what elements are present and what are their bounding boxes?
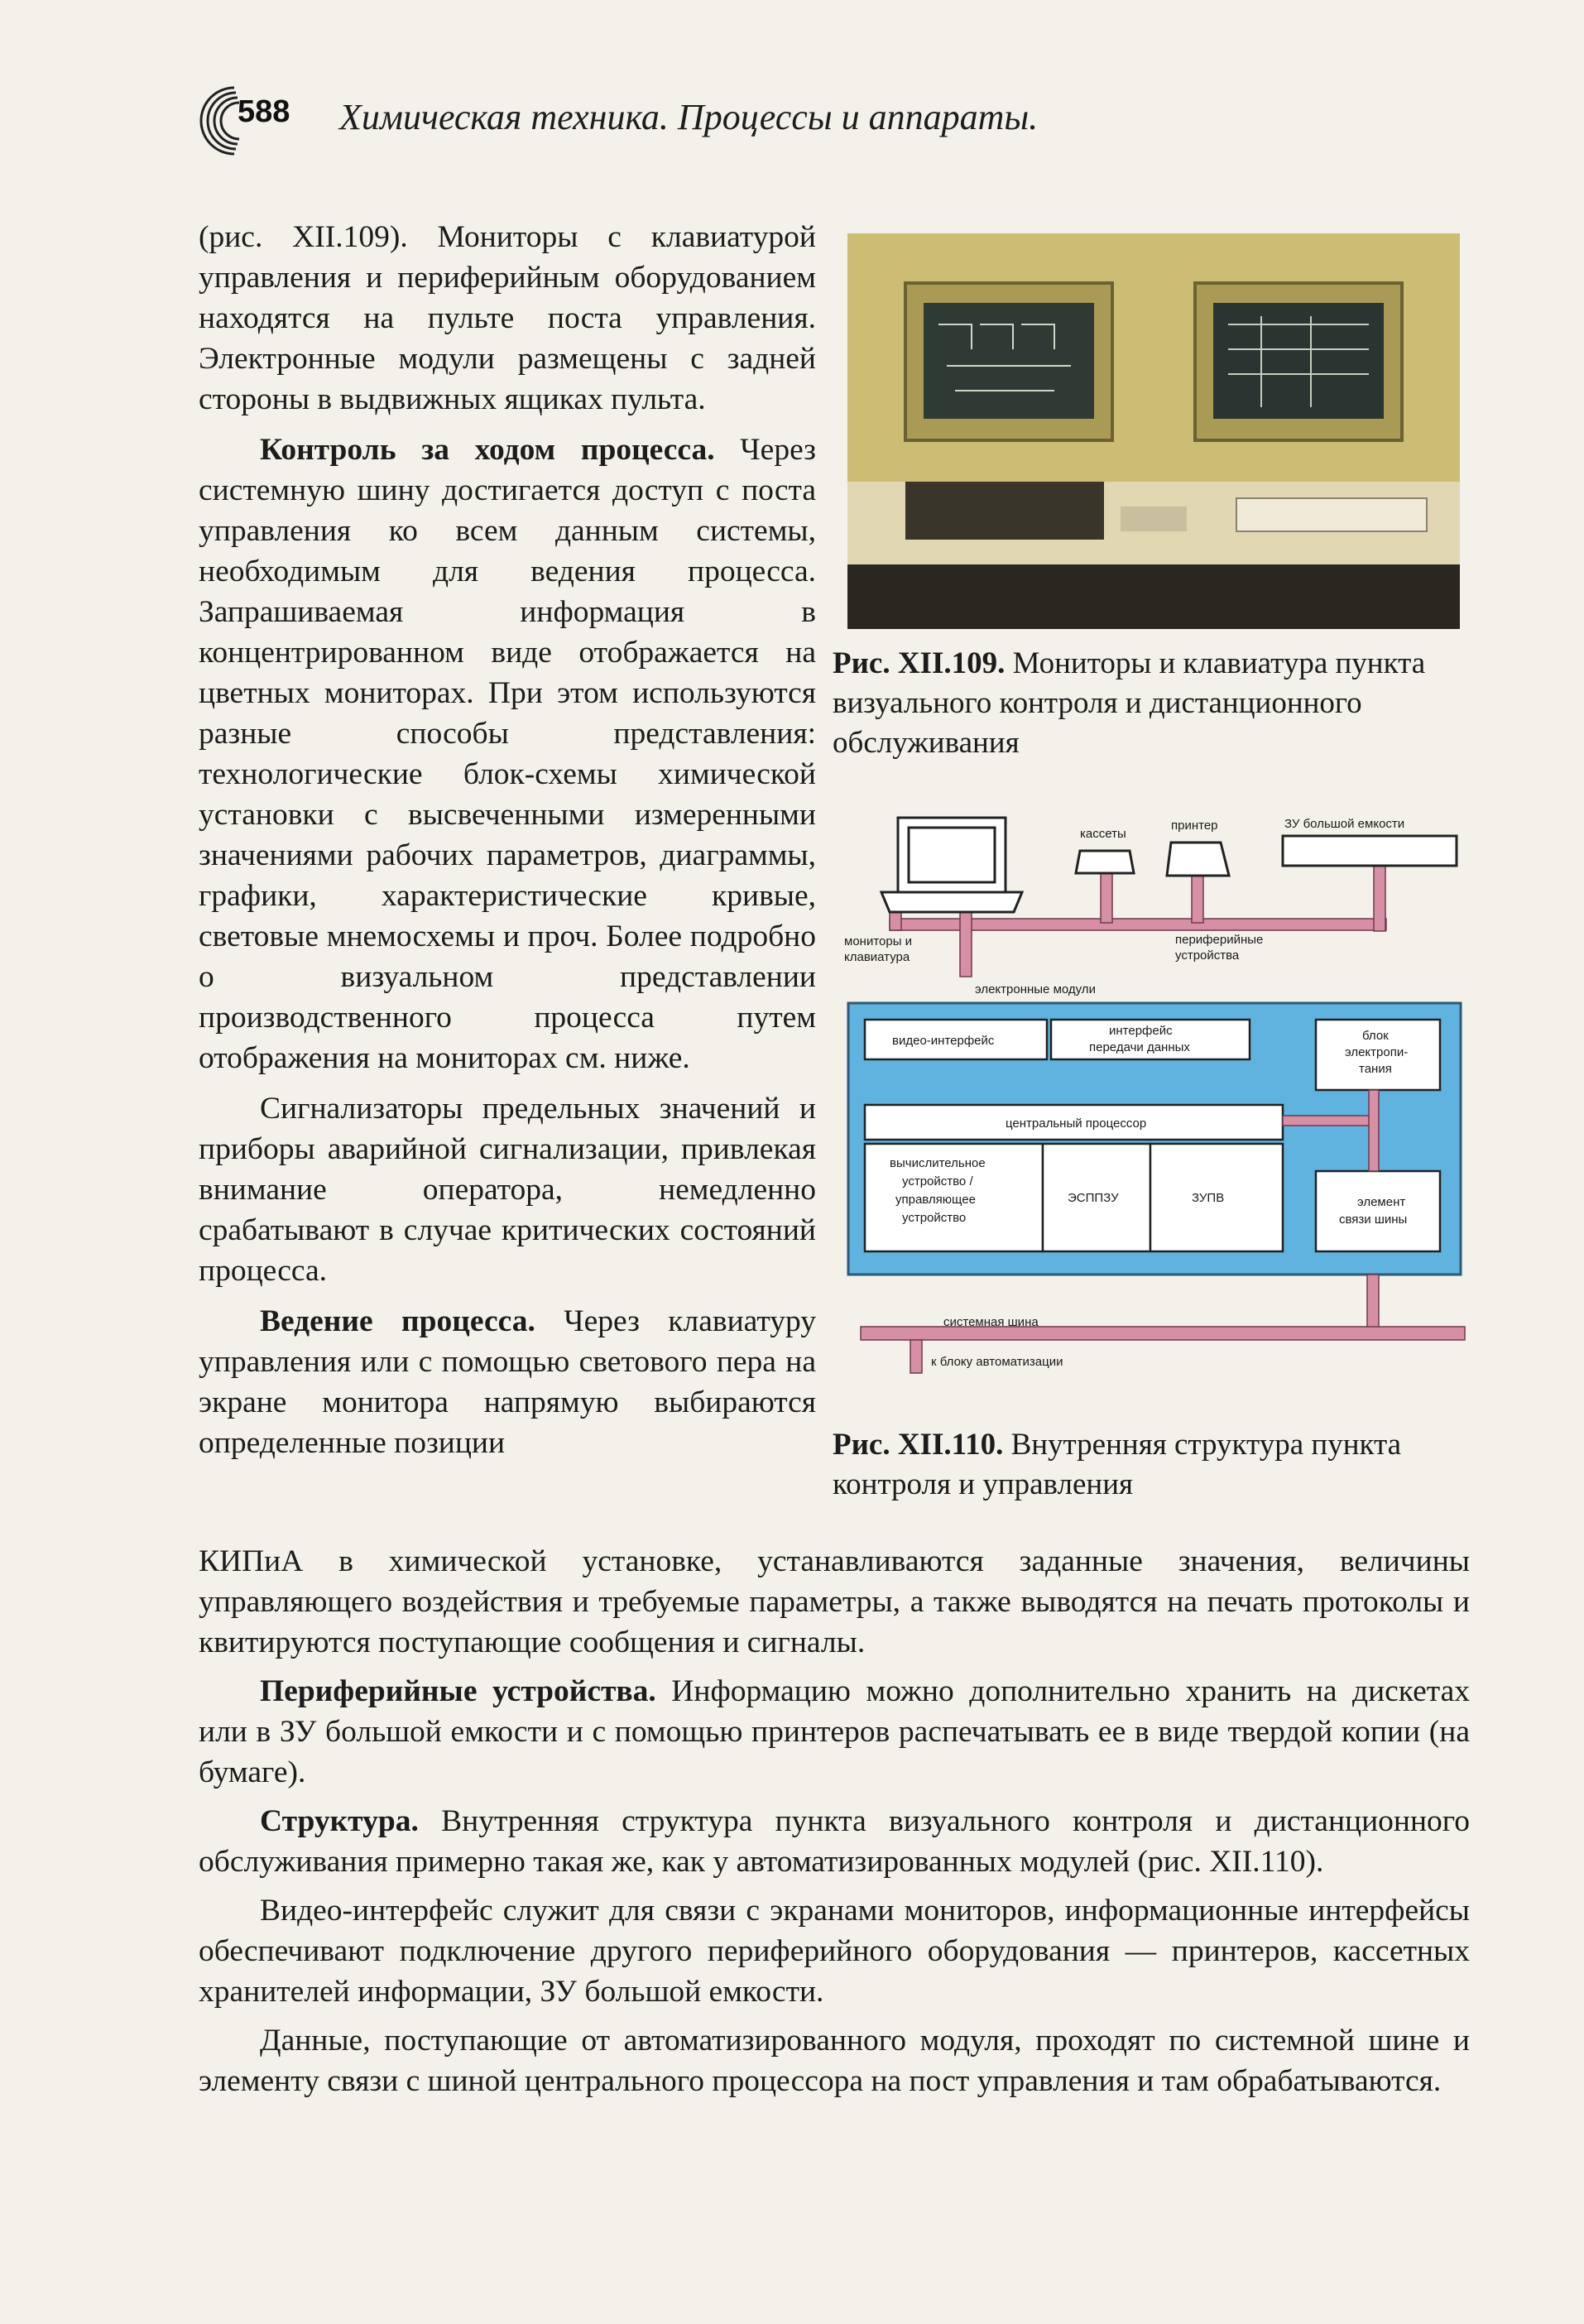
paragraph-heading: Структура. — [260, 1804, 419, 1838]
storage-icon — [1283, 836, 1457, 866]
label-electronic-modules: электронные модули — [975, 982, 1096, 996]
label-video-interface: видео-интерфейс — [892, 1034, 995, 1048]
label-peripheral: устройства — [1175, 948, 1240, 963]
control-desk-photo — [847, 233, 1460, 629]
paragraph: Данные, поступающие от автоматизированного модуля, проходят по системной шине и элементу связи с шиной центрального процессора на пост управления и там обрабатываются. — [199, 2024, 1470, 2098]
label-printer: принтер — [1171, 819, 1218, 833]
paragraph — [199, 430, 816, 1078]
page-header — [194, 73, 1519, 164]
label-compute: управляющее — [895, 1193, 976, 1207]
paragraph: (рис. XII.109). Мониторы с клавиатурой управления и периферийным оборудованием находятся на пульте поста управления. Электронные модули размещены с задней стороны в выдвижных ящиках пульта. — [199, 220, 816, 416]
label-power: тания — [1359, 1062, 1392, 1076]
paragraph-text: Информацию можно дополнительно хранить на дискетах или в ЗУ большой емкости и с помощью принтеров распечатывать ее в виде твердой копии (на бумаге). — [199, 1674, 1470, 1789]
monitor-icon — [881, 818, 1022, 912]
paragraph — [199, 1301, 816, 1463]
label-monitors: клавиатура — [844, 950, 910, 964]
label-data-interface: передачи данных — [1089, 1040, 1190, 1054]
label-data-interface: интерфейс — [1109, 1024, 1173, 1038]
label-bus-link: связи шины — [1339, 1212, 1408, 1227]
figure-caption-text: Внутренняя структура пункта контроля и управления — [833, 1428, 1402, 1501]
label-system-bus: системная шина — [943, 1315, 1039, 1329]
left-text-column — [199, 217, 816, 1463]
paragraph — [199, 1801, 1470, 1882]
label-to-automation: к блоку автоматизации — [931, 1355, 1063, 1369]
figure-caption — [833, 644, 1476, 763]
paragraph-heading: Ведение процесса. — [260, 1304, 535, 1338]
label-zupv: ЗУПВ — [1192, 1191, 1225, 1205]
label-monitors: мониторы и — [844, 934, 913, 948]
figure-label: Рис. XII.109. — [833, 646, 1006, 680]
paragraph-text: Через системную шину достигается доступ с поста управления ко всем данным системы, необходимым для ведения процесса. Запрашиваемая информация в концентрированном виде отображается на цветных мониторах. При этом используются разные способы представления: технологические блок-схемы химической установки с высвеченными измеренными значениями рабочих параметров, диаграммы, графики, характеристические кривые, световые мнемосхемы и проч. Более подробно о визуальном представлении производственного процесса путем отображения на мониторах см. ниже. — [199, 433, 816, 1075]
label-power: блок — [1362, 1029, 1389, 1043]
paragraph-text: Через клавиатуру управления или с помощью светового пера на экране монитора напрямую выбираются определенные позиции — [199, 1304, 816, 1460]
paragraph-heading: Периферийные устройства. — [260, 1674, 656, 1708]
label-power: электропи- — [1345, 1045, 1409, 1059]
paragraph — [199, 1671, 1470, 1793]
figure-caption — [833, 1425, 1476, 1505]
label-mass-storage: ЗУ большой емкости — [1284, 817, 1405, 831]
label-peripheral: периферийные — [1175, 933, 1264, 947]
label-compute: вычислительное — [890, 1156, 986, 1170]
paragraph: КИПиА в химической установке, устанавливаются заданные значения, величины управляющего воздействия и требуемые параметры, а также выводятся на печать протоколы и квитируются поступающие сообщения и сигналы. — [199, 1544, 1470, 1659]
label-cassettes: кассеты — [1080, 827, 1126, 841]
full-width-text — [199, 1541, 1470, 2101]
paragraph-heading: Контроль за ходом процесса. — [260, 433, 715, 467]
label-bus-link: элемент — [1357, 1195, 1406, 1209]
paragraph: Видео-интерфейс служит для связи с экранами мониторов, информационные интерфейсы обеспечивают подключение другого периферийного оборудования — принтеров, кассетных хранителей информации, ЗУ большой емкости. — [199, 1894, 1470, 2009]
label-compute: устройство / — [902, 1174, 973, 1188]
label-esppzu: ЭСППЗУ — [1068, 1191, 1119, 1205]
running-title: Химическая техника. Процессы и аппараты. — [339, 97, 1039, 137]
paragraph: Сигнализаторы предельных значений и приборы аварийной сигнализации, привлекая внимание оператора, немедленно срабатывают в случае критических состояний процесса. — [199, 1092, 816, 1288]
label-cpu: центральный процессор — [1006, 1116, 1147, 1131]
page-number: 588 — [238, 94, 290, 129]
structure-diagram — [844, 803, 1473, 1407]
label-compute: устройство — [902, 1211, 967, 1225]
figure-label: Рис. XII.110. — [833, 1428, 1004, 1462]
figure-caption-text: Мониторы и клавиатура пункта визуального контроля и дистанционного обслуживания — [833, 646, 1426, 760]
printer-icon — [1167, 843, 1229, 876]
cassette-icon — [1076, 851, 1134, 873]
paragraph-text: Внутренняя структура пункта визуального контроля и дистанционного обслуживания примерно такая же, как у автоматизированных модулей (рис. XII.110). — [199, 1804, 1470, 1879]
